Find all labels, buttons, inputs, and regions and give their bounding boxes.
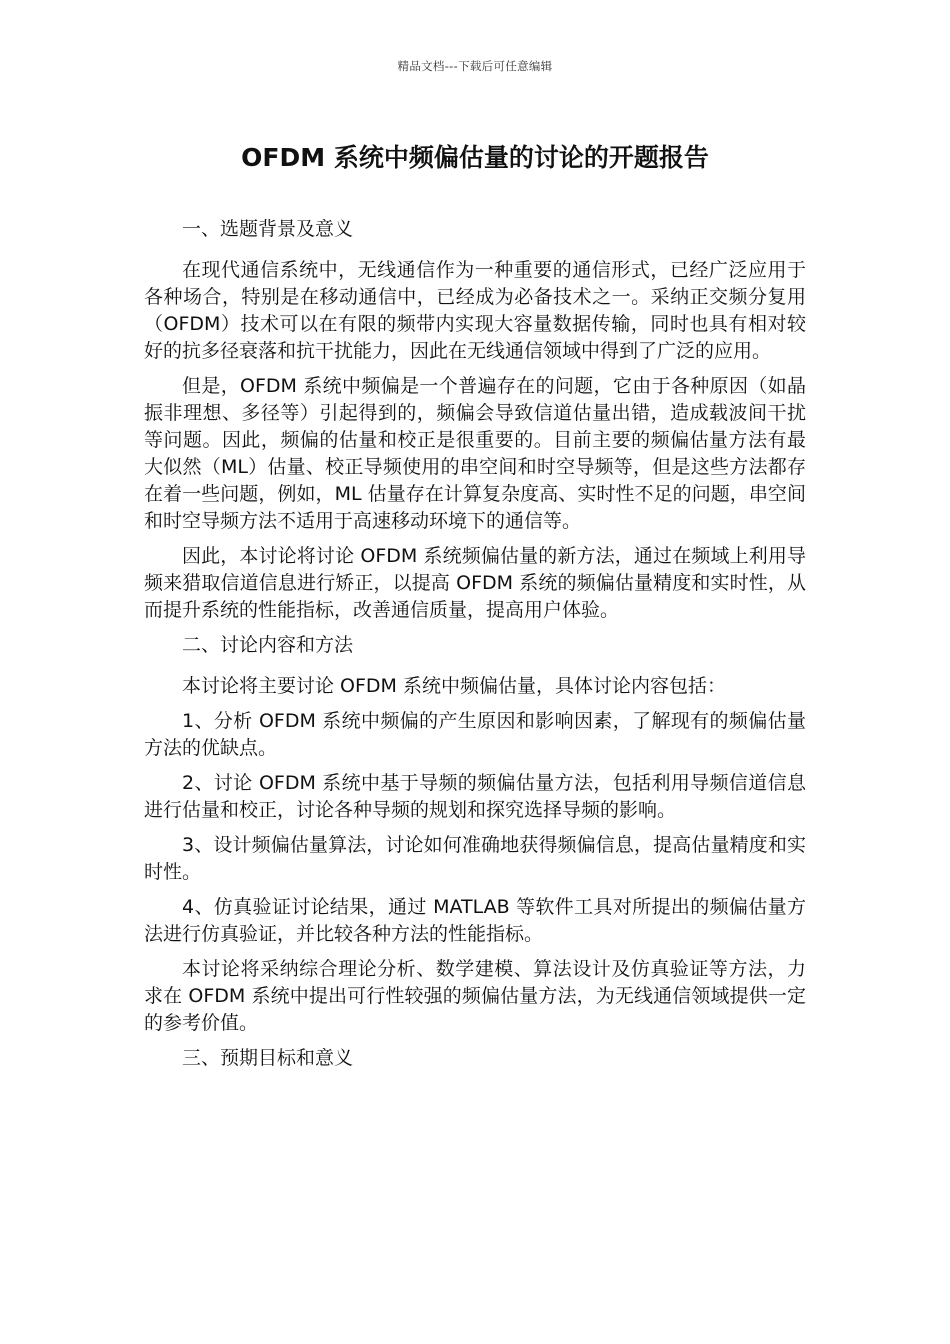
section-heading-content-methods: 二、讨论内容和方法 bbox=[182, 634, 354, 656]
document-title: OFDM 系统中频偏估量的讨论的开题报告 bbox=[241, 143, 709, 172]
paragraph-content-closing: 本讨论将采纳综合理论分析、数学建模、算法设计及仿真验证等方法，力求在 OFDM 系统中提出可行性较强的频偏估量方法，为无线通信领域提供一定的参考价值。 bbox=[144, 958, 806, 1034]
document-body bbox=[144, 216, 806, 1086]
paragraph-background-1: 在现代通信系统中，无线通信作为一种重要的通信形式，已经广泛应用于各种场合，特别是在移动通信中，已经成为必备技术之一。采纳正交频分复用（OFDM）技术可以在有限的频带内实现大容量数据传输，同时也具有相对较好的抗多径衰落和抗干扰能力，因此在无线通信领域中得到了广泛的应用。 bbox=[144, 259, 806, 362]
page-header-note: 精品文档---下载后可任意编辑 bbox=[397, 59, 553, 73]
list-item-content-1: 1、分析 OFDM 系统中频偏的产生原因和影响因素，了解现有的频偏估量方法的优缺点。 bbox=[144, 710, 806, 759]
paragraph-background-2: 但是，OFDM 系统中频偏是一个普遍存在的问题，它由于各种原因（如晶振非理想、多径等）引起得到的，频偏会导致信道估量出错，造成载波间干扰等问题。因此，频偏的估量和校正是很重要的。目前主要的频偏估量方法有最大似然（ML）估量、校正导频使用的串空间和时空导频等，但是这些方法都存在着一些问题，例如，ML 估量存在计算复杂度高、实时性不足的问题，串空间和时空导频方法不适用于高速移动环境下的通信等。 bbox=[144, 375, 806, 532]
paragraph-background-3: 因此，本讨论将讨论 OFDM 系统频偏估量的新方法，通过在频域上利用导频来猎取信道信息进行矫正，以提高 OFDM 系统的频偏估量精度和实时性，从而提升系统的性能指标，改善通信质量，提高用户体验。 bbox=[144, 545, 806, 621]
list-item-content-4: 4、仿真验证讨论结果，通过 MATLAB 等软件工具对所提出的频偏估量方法进行仿真验证，并比较各种方法的性能指标。 bbox=[144, 896, 806, 945]
list-item-content-3: 3、设计频偏估量算法，讨论如何准确地获得频偏信息，提高估量精度和实时性。 bbox=[144, 834, 806, 883]
section-heading-goals: 三、预期目标和意义 bbox=[182, 1047, 354, 1069]
paragraph-content-intro: 本讨论将主要讨论 OFDM 系统中频偏估量，具体讨论内容包括： bbox=[182, 675, 726, 697]
list-item-content-2: 2、讨论 OFDM 系统中基于导频的频偏估量方法，包括利用导频信道信息进行估量和校正，讨论各种导频的规划和探究选择导频的影响。 bbox=[144, 772, 806, 821]
section-heading-background: 一、选题背景及意义 bbox=[182, 218, 354, 240]
